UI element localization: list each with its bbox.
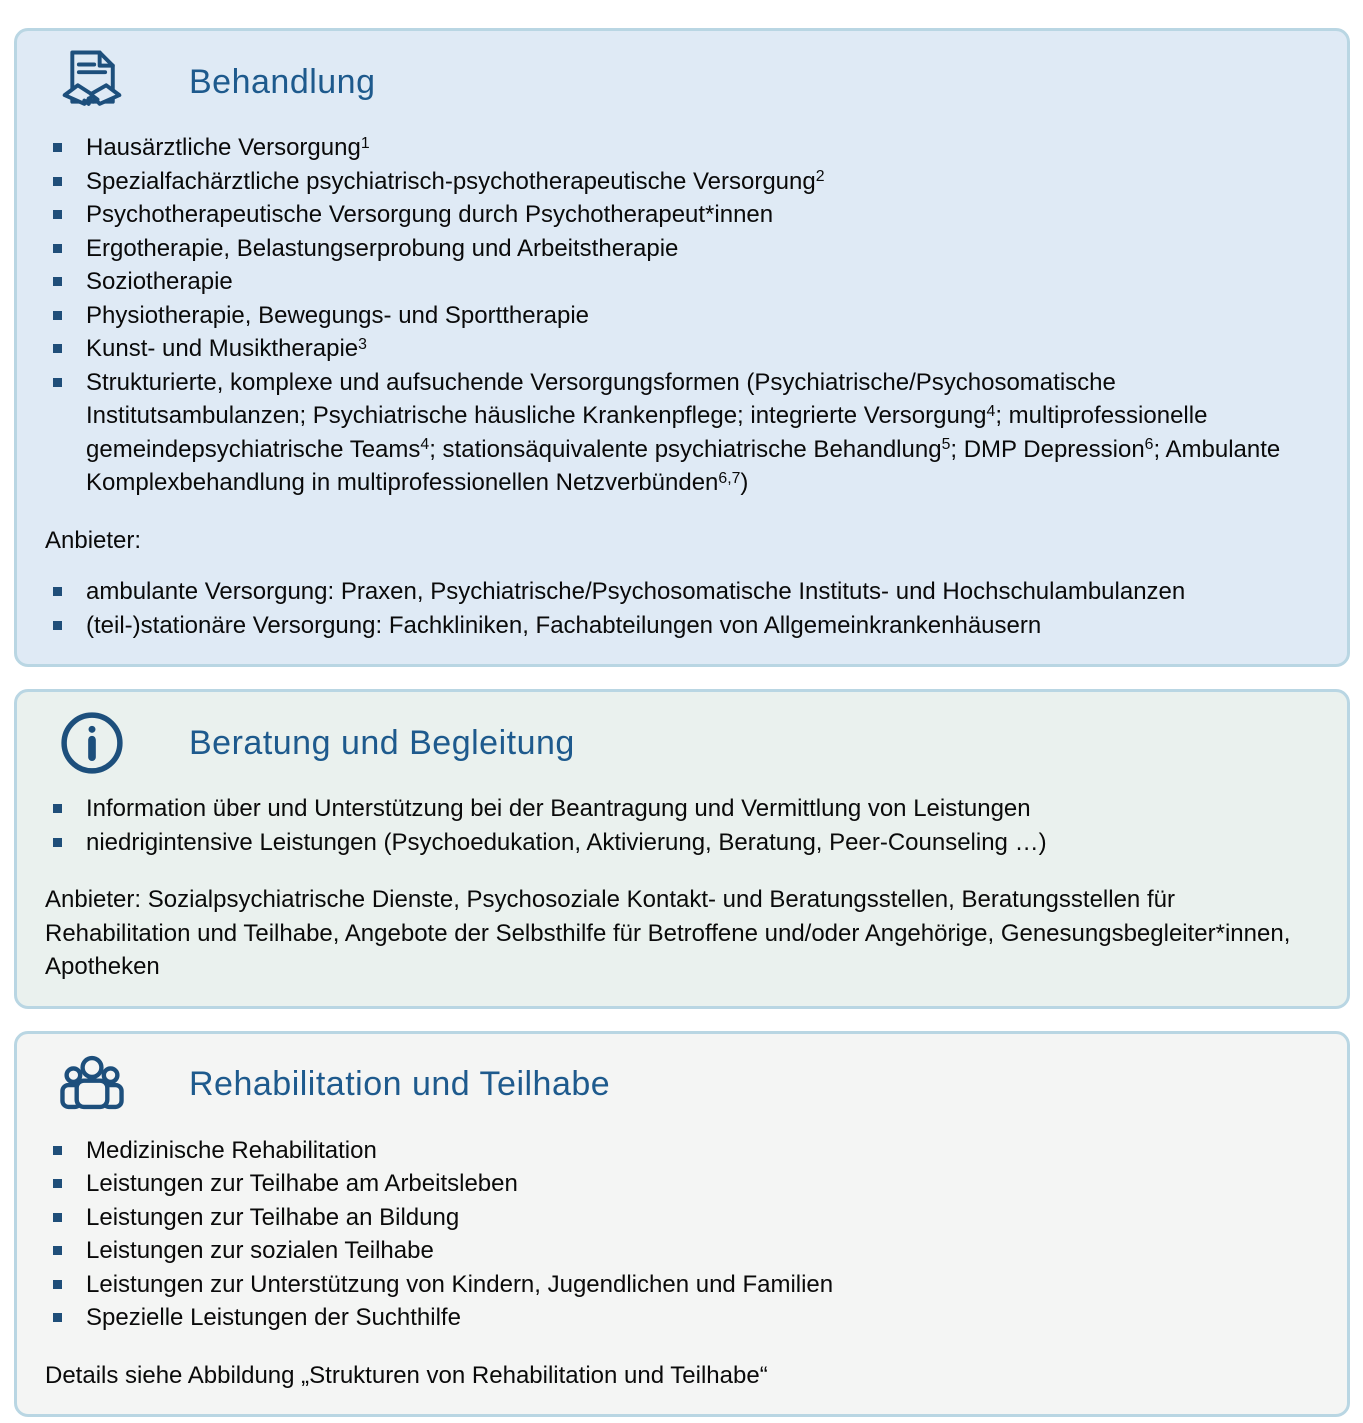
bullet-list [45, 1134, 1319, 1335]
list-item: Information über und Unterstützung bei der Beantragung und Vermittlung von Leistungen [45, 792, 1319, 826]
panel-header [45, 700, 1319, 790]
panel-title: Rehabilitation und Teilhabe [189, 1065, 611, 1103]
list-item: niedrigintensive Leistungen (Psychoedukation, Aktivierung, Beratung, Peer-Counseling …) [45, 826, 1319, 860]
list-item: Spezialfachärztliche psychiatrisch-psychotherapeutische Versorgung$^2$ [45, 165, 1319, 199]
footnote-superscript: 3 [358, 335, 367, 353]
people-group-icon [57, 1050, 127, 1120]
list-item: Leistungen zur Teilhabe am Arbeitsleben [45, 1167, 1319, 1201]
panel-title: Behandlung [189, 62, 376, 101]
list-item: Soziotherapie [45, 265, 1319, 299]
footnote-superscript: 6,7 [718, 469, 741, 487]
info-icon [57, 708, 127, 778]
bullet-list [45, 575, 1319, 642]
anbieter-label: Anbieter: [45, 526, 142, 554]
bullet-list [45, 792, 1319, 859]
footnote-superscript: 4 [420, 436, 430, 454]
list-item: Ergotherapie, Belastungserprobung und Arbeitstherapie [45, 232, 1319, 266]
list-item: Psychotherapeutische Versorgung durch Psychotherapeut*innen [45, 198, 1319, 232]
list-item: Hausärztliche Versorgung$^1$ [45, 131, 1319, 165]
panel-body [45, 131, 1319, 642]
panel-header [45, 1042, 1319, 1132]
panel-header [45, 39, 1319, 129]
details-note: Details siehe Abbildung „Strukturen von Rehabilitation und Teilhabe“ [45, 1361, 768, 1389]
list-item: Medizinische Rehabilitation [45, 1134, 1319, 1168]
panel-title: Beratung und Begleitung [189, 723, 575, 762]
bullet-list [45, 131, 1319, 500]
panel-beratung-und-begleitung [14, 689, 1350, 1009]
footnote-superscript: 4 [986, 402, 996, 420]
panel-rehabilitation-und-teilhabe [14, 1031, 1350, 1418]
list-item: Leistungen zur Unterstützung von Kindern, Jugendlichen und Familien [45, 1268, 1319, 1302]
footnote-superscript: 5 [941, 436, 951, 454]
anbieter-paragraph: Anbieter: Sozialpsychiatrische Dienste, Psychosoziale Kontakt- und Beratungsstellen, Beratungsstellen für Rehabilitation und Teilhabe, Angebote der Selbsthilfe für Betroffene und/oder Angehörige, Genesungsbegleiter*innen, Apotheken [45, 886, 1291, 980]
panel-body [45, 792, 1319, 984]
list-item: (teil-)stationäre Versorgung: Fachkliniken, Fachabteilungen von Allgemeinkrankenhäusern [45, 609, 1319, 643]
panel-behandlung [14, 28, 1350, 667]
panel-body [45, 1134, 1319, 1393]
list-item: Physiotherapie, Bewegungs- und Sporttherapie [45, 299, 1319, 333]
list-item: Leistungen zur Teilhabe an Bildung [45, 1201, 1319, 1235]
footnote-superscript: 6 [1144, 436, 1154, 454]
list-item: Kunst- und Musiktherapie$^3$ [45, 332, 1319, 366]
list-item: ambulante Versorgung: Praxen, Psychiatrische/Psychosomatische Instituts- und Hochschulambulanzen [45, 575, 1319, 609]
list-item: Spezielle Leistungen der Suchthilfe [45, 1301, 1319, 1335]
list-item: Leistungen zur sozialen Teilhabe [45, 1234, 1319, 1268]
footnote-superscript: 2 [815, 168, 825, 186]
contract-handshake-icon [57, 47, 127, 117]
list-item: Strukturierte, komplexe und aufsuchende Versorgungsformen (Psychiatrische/Psychosomatische Institutsambulanzen; Psychiatrische häusliche Krankenpflege; integrierte Versorgung$^4$; multiprofessionelle gemeindepsychiatrische Teams$^4$; stationsäquivalente psychiatrische Behandlung$^5$; DMP Depression$^6$; Ambulante Komplexbehandlung in multiprofessionellen Netzverbünden$^{6,7}$) [45, 366, 1319, 500]
footnote-superscript: 1 [360, 134, 370, 152]
